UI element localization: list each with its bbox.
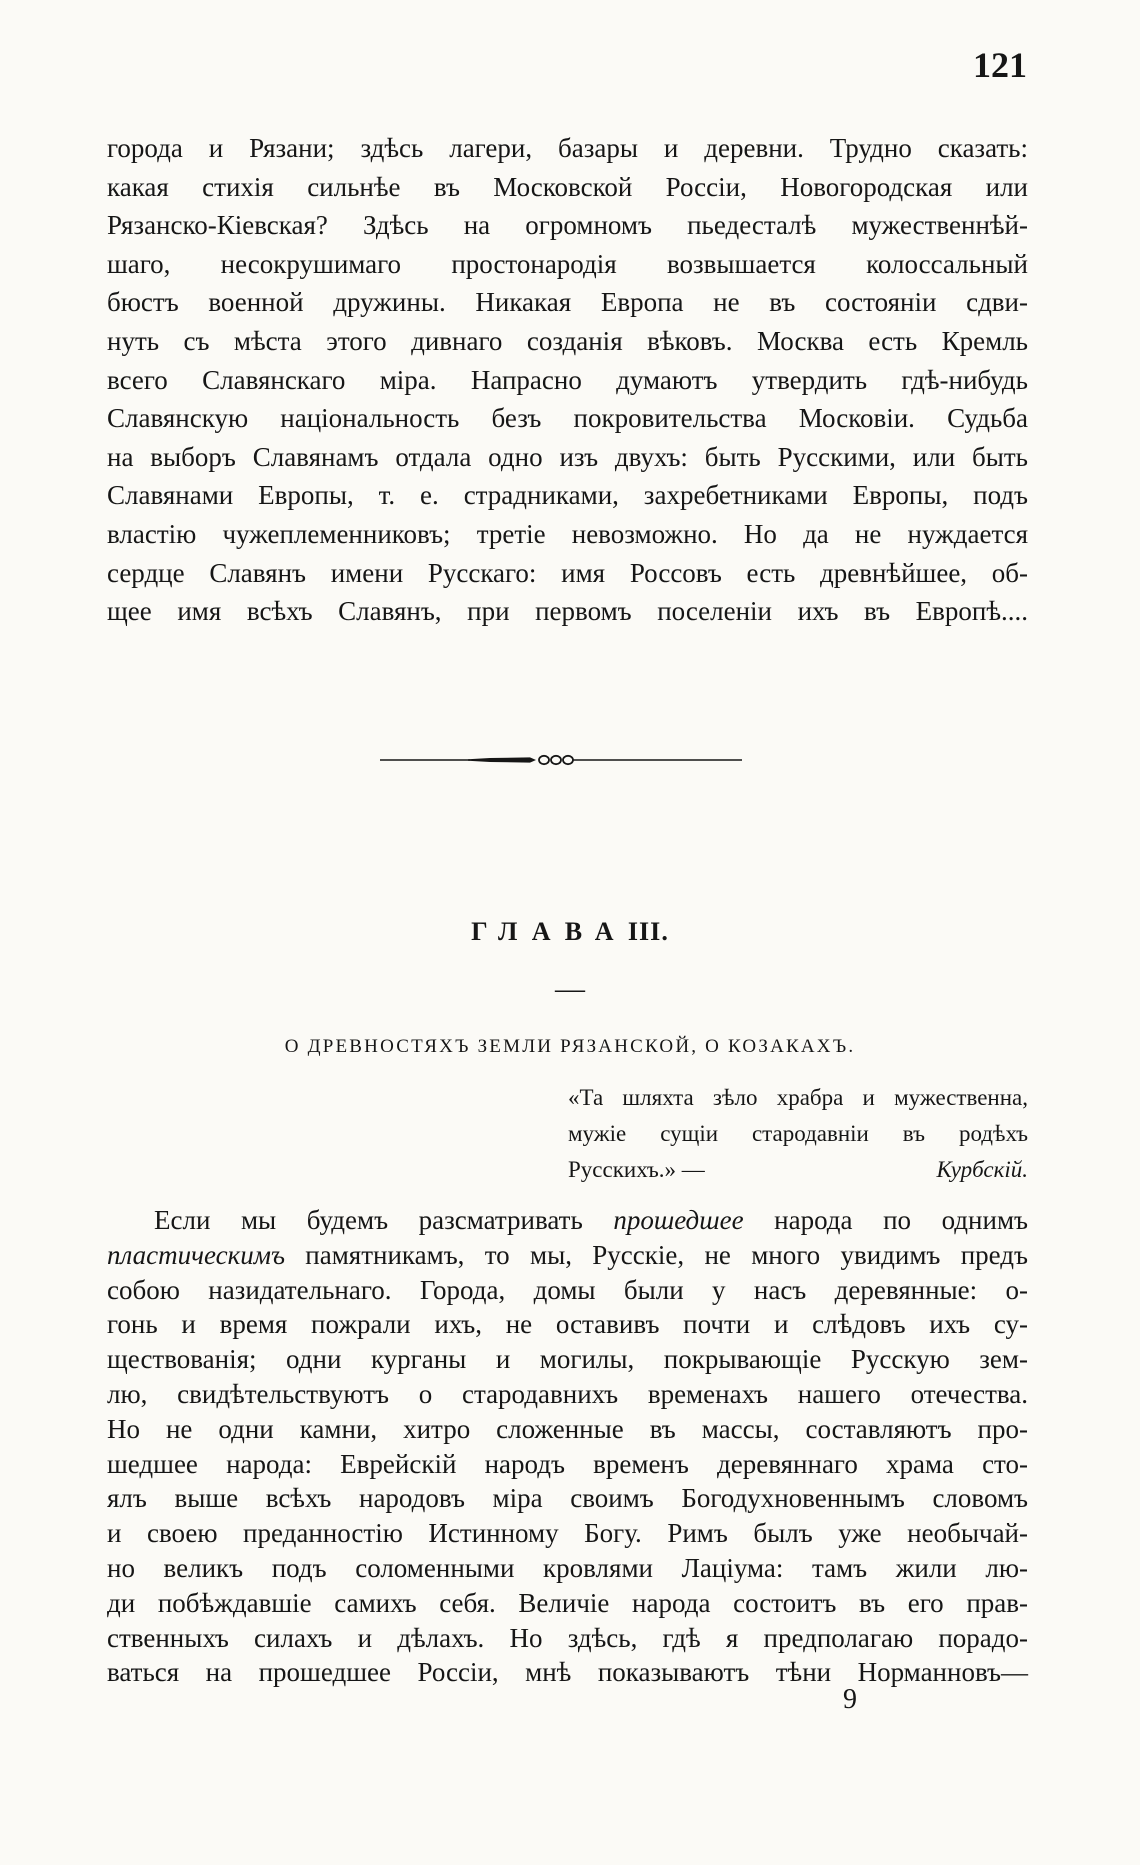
epigraph-line: [568, 1116, 1028, 1152]
emphasis: прошедшее: [613, 1205, 744, 1235]
paragraph-2: [107, 1203, 1028, 1690]
paragraph-line: [107, 1621, 1028, 1656]
paragraph-line: [107, 438, 1028, 477]
chapter-word: ГЛАВА: [471, 917, 628, 946]
epigraph: [568, 1080, 1028, 1188]
paragraph-line: [107, 129, 1028, 168]
epigraph-line: [568, 1080, 1028, 1116]
paragraph-line: [107, 1273, 1028, 1308]
chapter-heading: [0, 914, 1140, 950]
chapter-numeral: III.: [627, 917, 669, 946]
line-text: шаго, несокрушимаго простонародія возвышается колоссальный: [107, 248, 1028, 279]
paragraph-line: [107, 245, 1028, 284]
line-segment: Если мы будемъ разсматривать: [154, 1205, 614, 1235]
page-number: 121: [973, 45, 1027, 85]
line-text: Славянскую національность безъ покровительства Московіи. Судьба: [107, 403, 1028, 434]
line-segment: памятникамъ, то мы, Русскіе, не много увидимъ предъ: [284, 1239, 1028, 1270]
line-text: нуть съ мѣста этого дивнаго созданія вѣковъ. Москва есть Кремль: [107, 325, 1028, 356]
line-text: и своею преданностію Истинному Богу. Римъ былъ уже необычай-: [107, 1518, 1028, 1549]
paragraph-line: [107, 1377, 1028, 1412]
signature-mark: 9: [843, 1684, 857, 1715]
line-text: [107, 1238, 1028, 1273]
heading-dash: —: [555, 972, 585, 1005]
epigraph-line-text: «Та шляхта зѣло храбра и мужественна,: [568, 1085, 1028, 1110]
divider-bead: [563, 756, 573, 764]
line-text: какая стихія сильнѣе въ Московской Россіи, Новогородская или: [107, 171, 1028, 202]
line-text: на выборъ Славянамъ отдала одно изъ двухъ: быть Русскими, или быть: [107, 441, 1028, 472]
paragraph-line: [107, 168, 1028, 207]
paragraph-line: [107, 1516, 1028, 1551]
line-text: Но не одни камни, хитро сложенные въ массы, составляютъ про-: [107, 1413, 1028, 1444]
paragraph-line: [107, 283, 1028, 322]
paragraph-line: [107, 1551, 1028, 1586]
paragraph-line: [107, 1481, 1028, 1516]
paragraph-line: [107, 361, 1028, 400]
line-text: ялъ выше всѣхъ народовъ міра своимъ Богодухновеннымъ словомъ: [107, 1483, 1028, 1514]
paragraph-line: [107, 1203, 1028, 1238]
line-text: щее имя всѣхъ Славянъ, при первомъ поселеніи ихъ въ Европѣ....: [107, 596, 1028, 627]
line-text: Рязанско-Кіевская? Здѣсь на огромномъ пьедесталѣ мужественнѣй-: [107, 210, 1028, 241]
chapter-subtitle: О ДРЕВНОСТЯХЪ ЗЕМЛИ РЯЗАНСКОЙ, О КОЗАКАХЪ.: [284, 1036, 856, 1057]
paragraph-line: [107, 206, 1028, 245]
line-text: лю, свидѣтельствуютъ о стародавнихъ временахъ нашего отечества.: [107, 1378, 1028, 1409]
line-text: сердце Славянъ имени Русскаго: имя Россовъ есть древнѣйшее, об-: [107, 557, 1028, 588]
divider-bead: [551, 756, 561, 764]
ornamental-divider-icon: [380, 753, 742, 767]
paragraph-line: [107, 1655, 1028, 1690]
paragraph-line: [107, 322, 1028, 361]
line-text: бюстъ военной дружины. Никакая Европа не въ состояніи сдви-: [107, 287, 1028, 318]
paragraph-line: [107, 476, 1028, 515]
divider-swell: [468, 757, 536, 762]
paragraph-line: [107, 515, 1028, 554]
line-segment: народа по однимъ: [743, 1205, 1028, 1235]
paragraph-line: [107, 1412, 1028, 1447]
line-text: Славянами Европы, т. е. страдниками, захребетниками Европы, подъ: [107, 480, 1028, 511]
line-text: собою назидательнаго. Города, домы были у насъ деревянные: о-: [107, 1274, 1028, 1305]
epigraph-author: Курбскій.: [936, 1157, 1028, 1182]
line-text: властію чужеплеменниковъ; третіе невозможно. Но да не нуждается: [107, 518, 1028, 549]
line-text: шедшее народа: Еврейскій народъ временъ деревяннаго храма сто-: [107, 1448, 1028, 1479]
paragraph-line: [107, 1447, 1028, 1482]
epigraph-line-text: Русскихъ.» —: [568, 1157, 705, 1182]
line-text: ваться на прошедшее Россіи, мнѣ показываютъ тѣни Норманновъ—: [107, 1657, 1028, 1688]
paragraph-line: [107, 1238, 1028, 1273]
line-text: ственныхъ силахъ и дѣлахъ. Но здѣсь, гдѣ я предполагаю порадо-: [107, 1622, 1028, 1653]
epigraph-line: [568, 1152, 1028, 1188]
paragraph-line: [107, 399, 1028, 438]
epigraph-line-text: мужіе сущіи стародавніи въ родѣхъ: [568, 1121, 1028, 1146]
paragraph-line: [107, 1586, 1028, 1621]
line-text: [154, 1203, 1028, 1238]
paragraph-line: [107, 554, 1028, 593]
paragraph-line: [107, 1342, 1028, 1377]
paragraph-line: [107, 592, 1028, 631]
divider-bead: [539, 756, 549, 764]
line-text: но великъ подъ соломенными кровлями Лаціума: тамъ жили лю-: [107, 1552, 1028, 1583]
line-text: города и Рязани; здѣсь лагери, базары и деревни. Трудно сказать:: [107, 133, 1028, 163]
line-text: ществованія; одни курганы и могилы, покрывающіе Русскую зем-: [107, 1344, 1028, 1375]
emphasis: пластическимъ: [107, 1239, 285, 1270]
line-text: всего Славянскаго міра. Напрасно думаютъ утвердить гдѣ-нибудь: [107, 364, 1028, 395]
line-text: ди побѣждавшіе самихъ себя. Величіе народа состоитъ въ его прав-: [107, 1587, 1028, 1618]
paragraph-1: [107, 129, 1028, 631]
paragraph-line: [107, 1307, 1028, 1342]
line-text: гонь и время пожрали ихъ, не оставивъ почти и слѣдовъ ихъ су-: [107, 1309, 1028, 1340]
